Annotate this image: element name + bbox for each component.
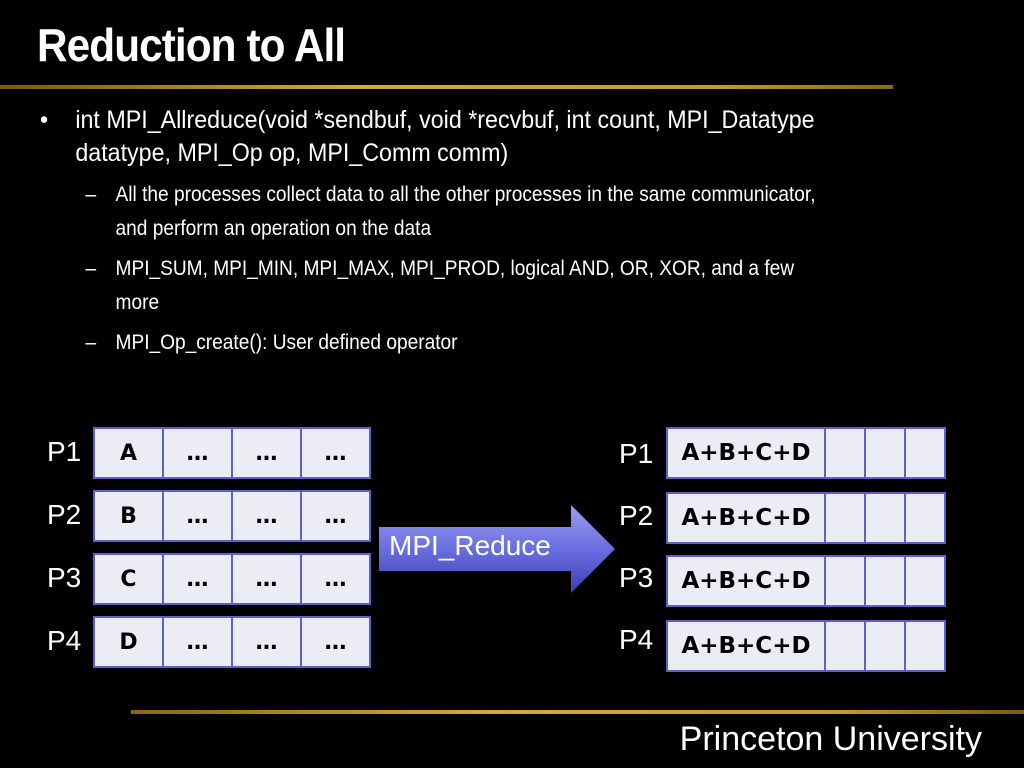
empty-cell [906, 557, 944, 605]
input-row [93, 616, 371, 668]
result-cell: A+B+C+D [668, 557, 824, 605]
empty-cell [826, 622, 864, 670]
operation-label: MPI_Reduce [389, 530, 551, 561]
data-cell: B [95, 492, 162, 540]
empty-cell [866, 494, 904, 542]
empty-cell [906, 429, 944, 477]
data-cell: … [164, 429, 231, 477]
slide-title: Reduction to All [37, 19, 346, 71]
process-label-input: P1 [47, 436, 82, 467]
process-label-output: P4 [619, 624, 654, 655]
data-cell: … [164, 555, 231, 603]
empty-cell [866, 557, 904, 605]
subbullet-marker: – [85, 183, 97, 206]
process-label-output: P3 [619, 562, 654, 593]
empty-cell [826, 557, 864, 605]
process-label-input: P4 [47, 625, 82, 656]
output-row [666, 492, 946, 544]
bullet-line: int MPI_Allreduce(void *sendbuf, void *recvbuf, int count, MPI_Datatype [75, 106, 815, 134]
data-cell: … [233, 429, 300, 477]
subbullet-line: MPI_Op_create(): User defined operator [115, 331, 458, 354]
data-cell: D [95, 618, 162, 666]
bullet-item [40, 104, 1024, 170]
data-cell: C [95, 555, 162, 603]
subbullet-item [40, 252, 1024, 320]
empty-cell [906, 494, 944, 542]
data-cell: … [302, 618, 369, 666]
footer-text: Princeton University [679, 720, 982, 758]
input-row [93, 490, 371, 542]
input-row [93, 427, 371, 479]
slide-body [40, 104, 990, 366]
data-cell: … [302, 429, 369, 477]
result-cell: A+B+C+D [668, 622, 824, 670]
data-cell: … [233, 492, 300, 540]
subbullet-line: All the processes collect data to all the other processes in the same communicator, [115, 183, 816, 206]
subbullet-item [40, 326, 1024, 360]
output-row [666, 427, 946, 479]
subbullet-marker: – [85, 257, 97, 280]
subbullet-marker: – [85, 331, 97, 354]
title-divider [0, 85, 893, 89]
output-row [666, 555, 946, 607]
data-cell: … [302, 555, 369, 603]
data-cell: … [233, 555, 300, 603]
data-cell: … [302, 492, 369, 540]
data-cell: … [233, 618, 300, 666]
process-label-input: P3 [47, 562, 82, 593]
subbullet-line: and perform an operation on the data [115, 217, 432, 240]
data-cell: … [164, 492, 231, 540]
empty-cell [866, 622, 904, 670]
data-cell: … [164, 618, 231, 666]
result-cell: A+B+C+D [668, 494, 824, 542]
subbullet-line: more [115, 291, 160, 314]
process-label-output: P1 [619, 438, 654, 469]
bullet-marker: • [40, 106, 49, 134]
empty-cell [826, 494, 864, 542]
subbullet-item [40, 178, 1024, 246]
subbullet-line: MPI_SUM, MPI_MIN, MPI_MAX, MPI_PROD, logical AND, OR, XOR, and a few [115, 257, 795, 280]
empty-cell [906, 622, 944, 670]
input-row [93, 553, 371, 605]
process-label-input: P2 [47, 499, 82, 530]
empty-cell [866, 429, 904, 477]
process-label-output: P2 [619, 500, 654, 531]
empty-cell [826, 429, 864, 477]
output-row [666, 620, 946, 672]
bullet-line: datatype, MPI_Op op, MPI_Comm comm) [75, 139, 509, 167]
result-cell: A+B+C+D [668, 429, 824, 477]
data-cell: A [95, 429, 162, 477]
footer-divider [131, 710, 1024, 714]
